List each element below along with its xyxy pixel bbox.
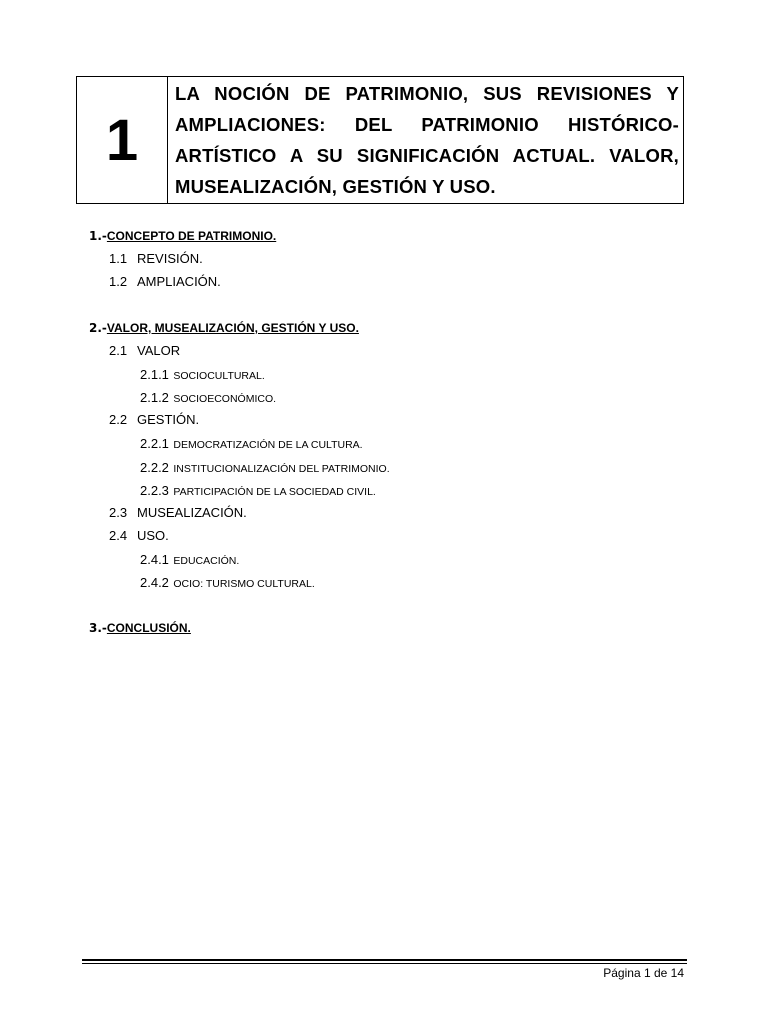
toc-item-1-2 [109, 274, 221, 289]
toc-item-1-1 [109, 251, 203, 266]
toc-section-label: CONCLUSIÓN. [106, 621, 191, 635]
toc-item-label: GESTIÓN. [137, 412, 200, 427]
toc-item-label: OCIO: TURISMO CULTURAL. [173, 578, 315, 590]
toc-item-number: 2.4.1 [140, 552, 169, 567]
toc-section-number: 1.- [89, 229, 107, 243]
toc-item-2-1-2 [140, 389, 276, 407]
footer-rule-thin [82, 963, 687, 964]
toc-section-number: 2.- [89, 321, 107, 335]
chapter-number: 1 [77, 77, 168, 203]
toc-section-label: CONCEPTO DE PATRIMONIO. [106, 229, 277, 243]
toc-item-2-1 [109, 343, 180, 358]
toc-item-2-4-2 [140, 574, 315, 592]
toc-item-label: PARTICIPACIÓN DE LA SOCIEDAD CIVIL. [173, 486, 376, 498]
toc-item-2-3 [109, 505, 247, 520]
toc-item-2-1-1 [140, 366, 265, 384]
toc-item-label: SOCIOECONÓMICO. [173, 393, 277, 405]
page-number: Página 1 de 14 [603, 966, 684, 980]
toc-item-number: 2.2.2 [140, 460, 169, 475]
toc-item-number: 1.2 [109, 274, 128, 289]
toc-item-number: 2.1.1 [140, 367, 169, 382]
toc-item-label: INSTITUCIONALIZACIÓN DEL PATRIMONIO. [173, 463, 390, 475]
toc-item-label: REVISIÓN. [137, 251, 203, 266]
toc-item-number: 2.4.2 [140, 575, 169, 590]
toc-item-label: AMPLIACIÓN. [137, 274, 221, 289]
toc-item-label: USO. [137, 528, 169, 543]
toc-item-2-4-1 [140, 551, 239, 569]
toc-item-number: 2.3 [109, 505, 128, 520]
toc-item-2-2-3 [140, 482, 376, 500]
chapter-title: LA NOCIÓN DE PATRIMONIO, SUS REVISIONES Y AMPLIACIONES: DEL PATRIMONIO HISTÓRICO-ARTÍSTICO A SU SIGNIFICACIÓN ACTUAL. VALOR, MUSEALIZACIÓN, GESTIÓN Y USO. [175, 83, 679, 197]
toc-item-number: 2.2.1 [140, 436, 169, 451]
toc-item-2-2 [109, 412, 199, 427]
toc-section-number: 3.- [89, 621, 107, 635]
footer-rule-thick [82, 959, 687, 961]
toc-item-label: MUSEALIZACIÓN. [137, 505, 247, 520]
toc-item-number: 2.1.2 [140, 390, 169, 405]
toc-item-number: 2.1 [109, 343, 128, 358]
toc-item-label: EDUCACIÓN. [173, 555, 240, 567]
toc-item-number: 2.2.3 [140, 483, 169, 498]
toc-section-label: VALOR, MUSEALIZACIÓN, GESTIÓN Y USO. [106, 321, 359, 335]
toc-section-2 [89, 321, 359, 335]
toc-item-label: VALOR [137, 343, 181, 358]
toc-item-label: SOCIOCULTURAL. [173, 370, 265, 382]
toc-item-2-2-1 [140, 435, 363, 453]
toc-section-1 [89, 229, 276, 243]
toc-item-2-2-2 [140, 459, 390, 477]
toc-item-number: 2.4 [109, 528, 128, 543]
toc-item-label: DEMOCRATIZACIÓN DE LA CULTURA. [173, 439, 363, 451]
toc-section-3 [89, 621, 191, 635]
toc-item-2-4 [109, 528, 169, 543]
toc-item-number: 2.2 [109, 412, 128, 427]
toc-item-number: 1.1 [109, 251, 128, 266]
